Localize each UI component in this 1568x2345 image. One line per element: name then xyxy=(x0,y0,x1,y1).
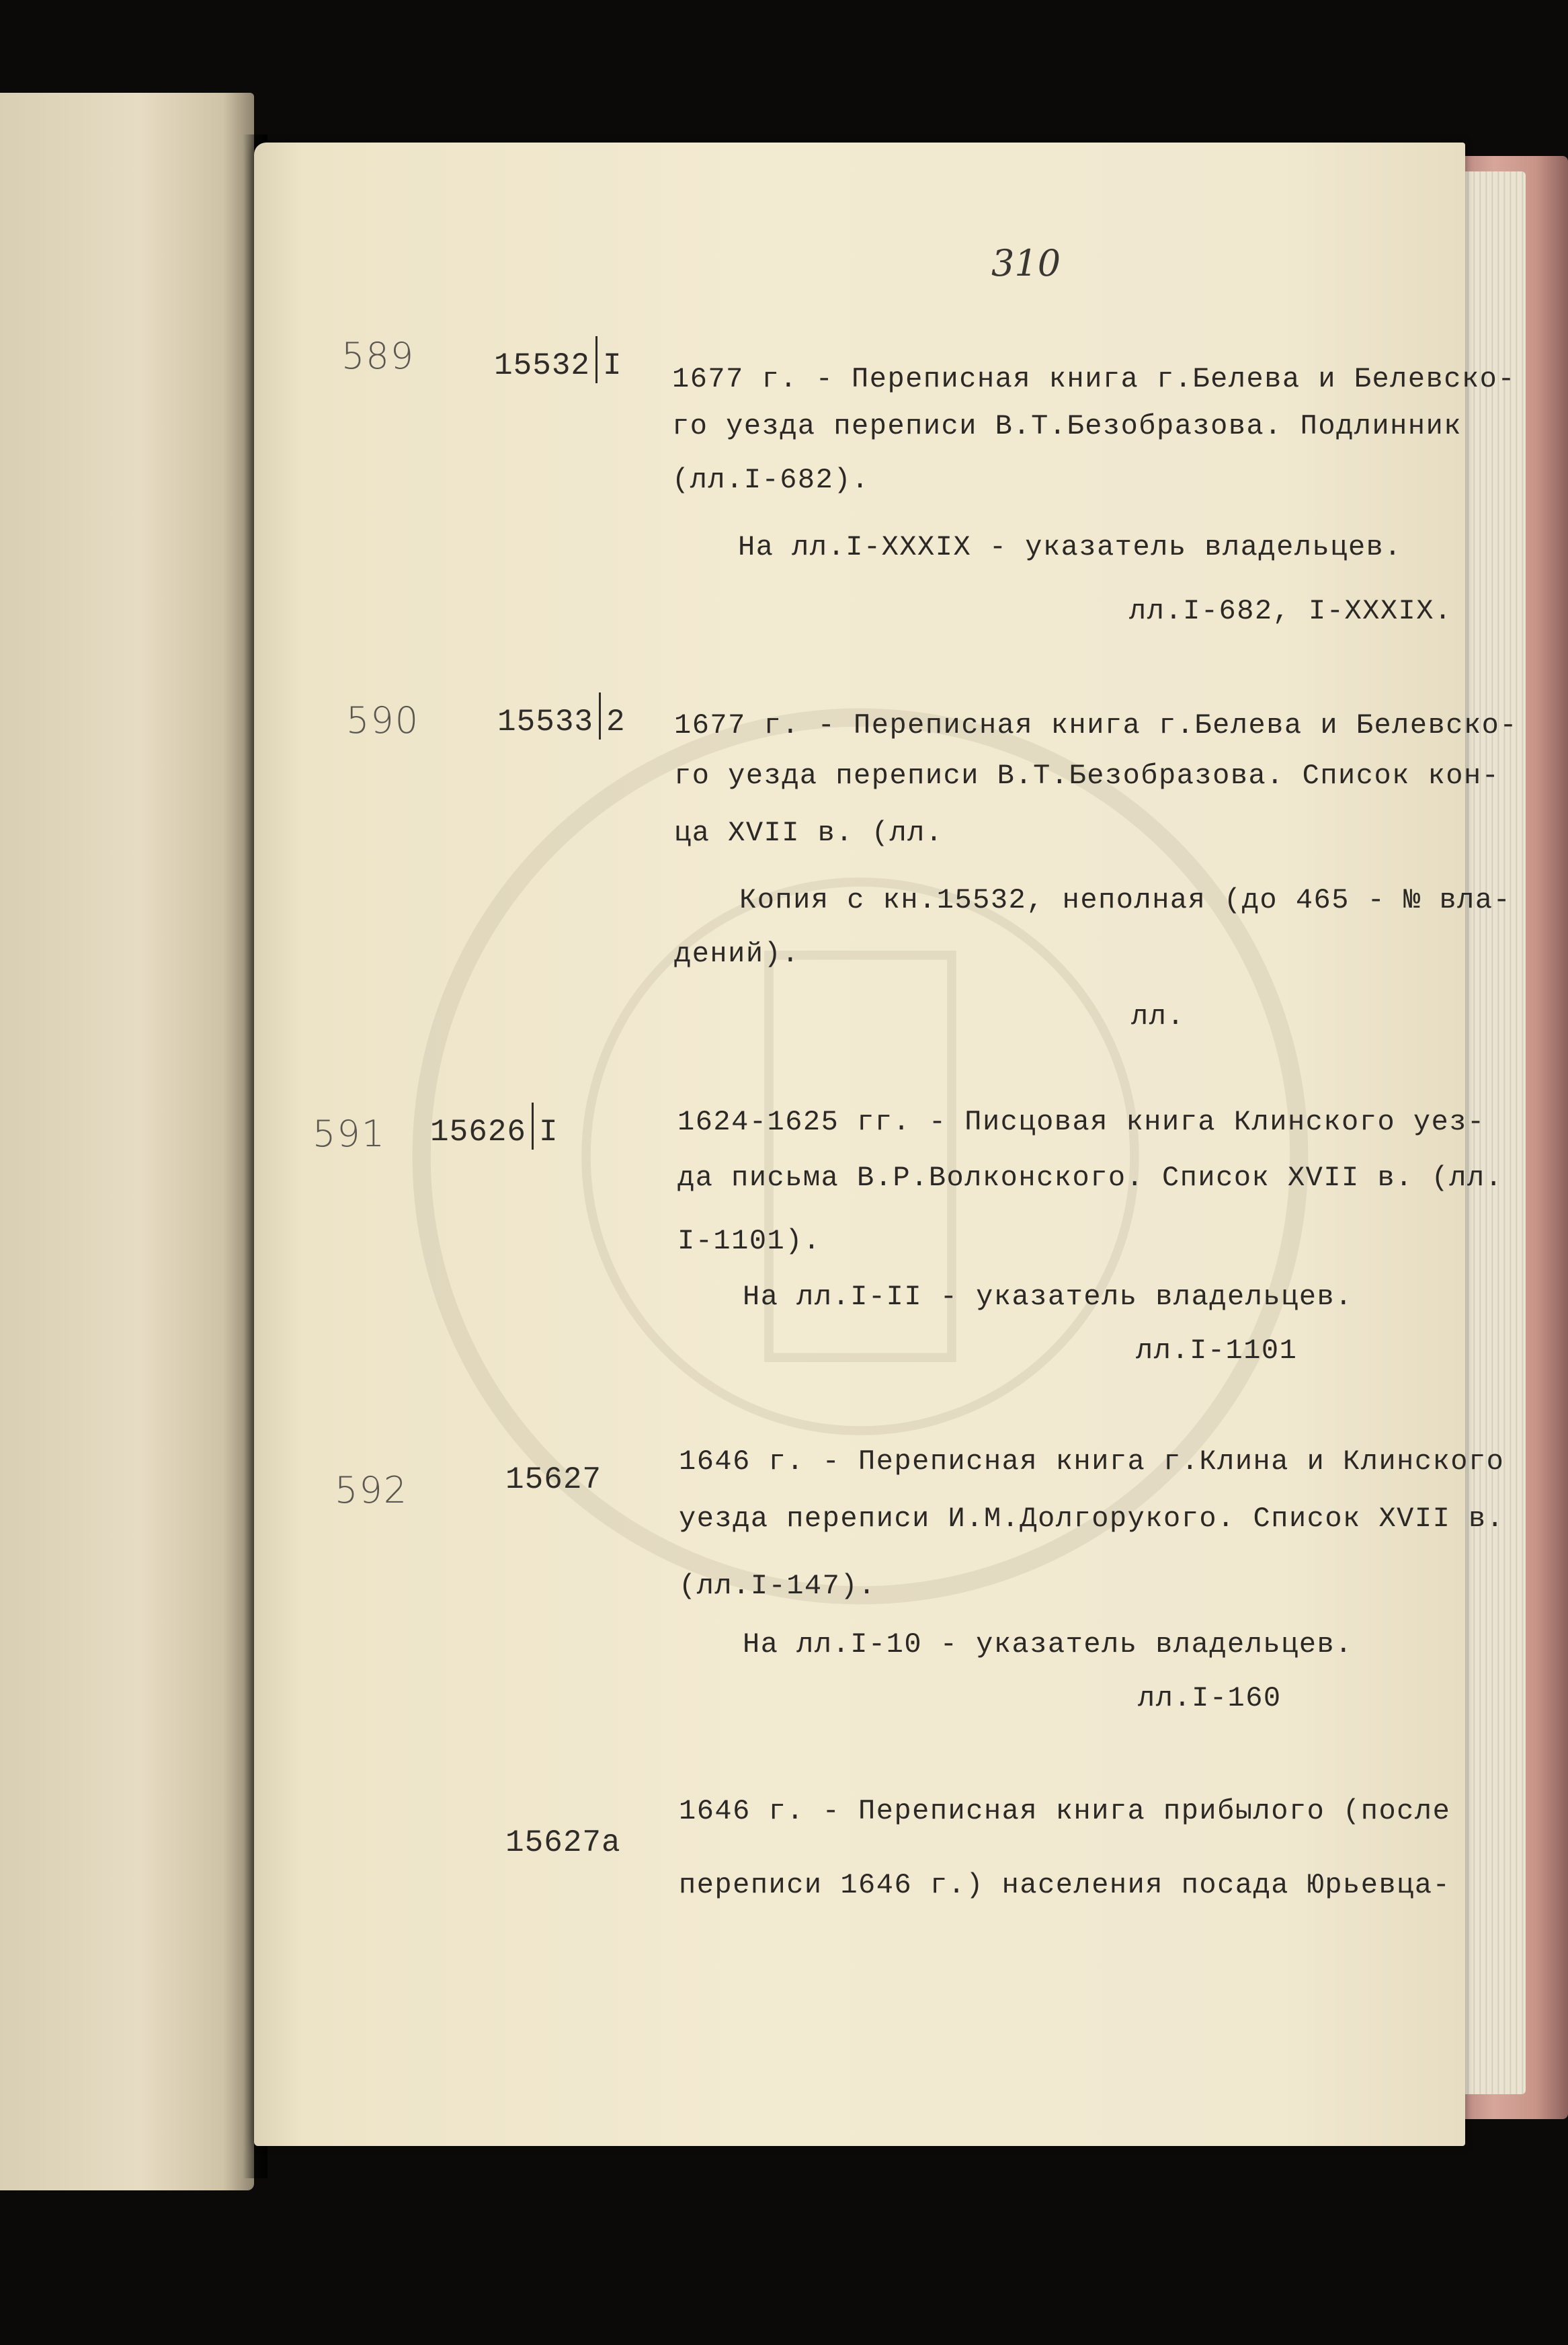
entry-line: (лл.I-147). xyxy=(679,1570,876,1602)
entry-number: 589 xyxy=(341,335,415,377)
entry-line: Копия с кн.15532, неполная (до 465 - № вла- xyxy=(739,884,1512,916)
shelf-code xyxy=(494,336,622,383)
shelf-code-suffix: I xyxy=(539,1115,559,1150)
entry-line: уезда переписи И.М.Долгорукого. Список XVII в. xyxy=(679,1503,1505,1535)
entry-line: ца XVII в. (лл. xyxy=(674,817,944,849)
entry-number: 590 xyxy=(346,699,420,742)
entry-line: го уезда переписи В.Т.Безобразова. Подлинник xyxy=(672,410,1462,442)
shelf-code-number: 15627а xyxy=(505,1825,621,1860)
entry-number: 592 xyxy=(335,1469,409,1511)
entry-line: 1624-1625 гг. - Писцовая книга Клинского уез- xyxy=(677,1106,1485,1138)
folio-range: лл.I-160 xyxy=(1138,1682,1282,1714)
entry-line: 1677 г. - Переписная книга г.Белева и Белевско- xyxy=(674,709,1518,742)
entry-line: На лл.I-II - указатель владельцев. xyxy=(743,1281,1353,1313)
folio-range: лл.I-1101 xyxy=(1136,1335,1298,1367)
shelf-code-suffix: 2 xyxy=(606,705,626,740)
page-number: 310 xyxy=(991,242,1061,284)
shelf-code xyxy=(497,692,626,740)
entry-line: переписи 1646 г.) населения посада Юрьевца- xyxy=(679,1869,1451,1901)
shelf-code xyxy=(505,1825,621,1860)
entry-line: да письма В.Р.Волконского. Список XVII в. (лл. xyxy=(677,1162,1503,1194)
entry-line: 1646 г. - Переписная книга прибылого (после xyxy=(679,1795,1451,1827)
shelf-code xyxy=(430,1103,559,1150)
shelf-code-number: 15626 xyxy=(430,1115,527,1150)
shelf-code-suffix: I xyxy=(603,348,622,383)
left-page xyxy=(0,93,254,2190)
entry-line: (лл.I-682). xyxy=(672,464,870,496)
entry-line: 1677 г. - Переписная книга г.Белева и Белевско- xyxy=(672,363,1516,395)
code-divider xyxy=(595,336,597,383)
entry-line: 1646 г. - Переписная книга г.Клина и Клинского xyxy=(679,1445,1505,1478)
code-divider xyxy=(599,692,601,740)
entry-line: На лл.I-XXXIX - указатель владельцев. xyxy=(738,531,1403,563)
entry-line: дений). xyxy=(674,938,800,970)
code-divider xyxy=(532,1103,534,1150)
shelf-code-number: 15533 xyxy=(497,705,594,740)
entry-line: На лл.I-10 - указатель владельцев. xyxy=(743,1628,1353,1661)
shelf-code xyxy=(505,1462,602,1497)
shelf-code-number: 15532 xyxy=(494,348,591,383)
folio-range: лл. xyxy=(1131,1000,1186,1033)
entry-line: го уезда переписи В.Т.Безобразова. Список кон- xyxy=(674,760,1500,792)
folio-range: лл.I-682, I-XXXIX. xyxy=(1129,595,1452,627)
entry-line: I-1101). xyxy=(677,1225,821,1257)
shelf-code-number: 15627 xyxy=(505,1462,602,1497)
entry-number: 591 xyxy=(313,1113,386,1155)
